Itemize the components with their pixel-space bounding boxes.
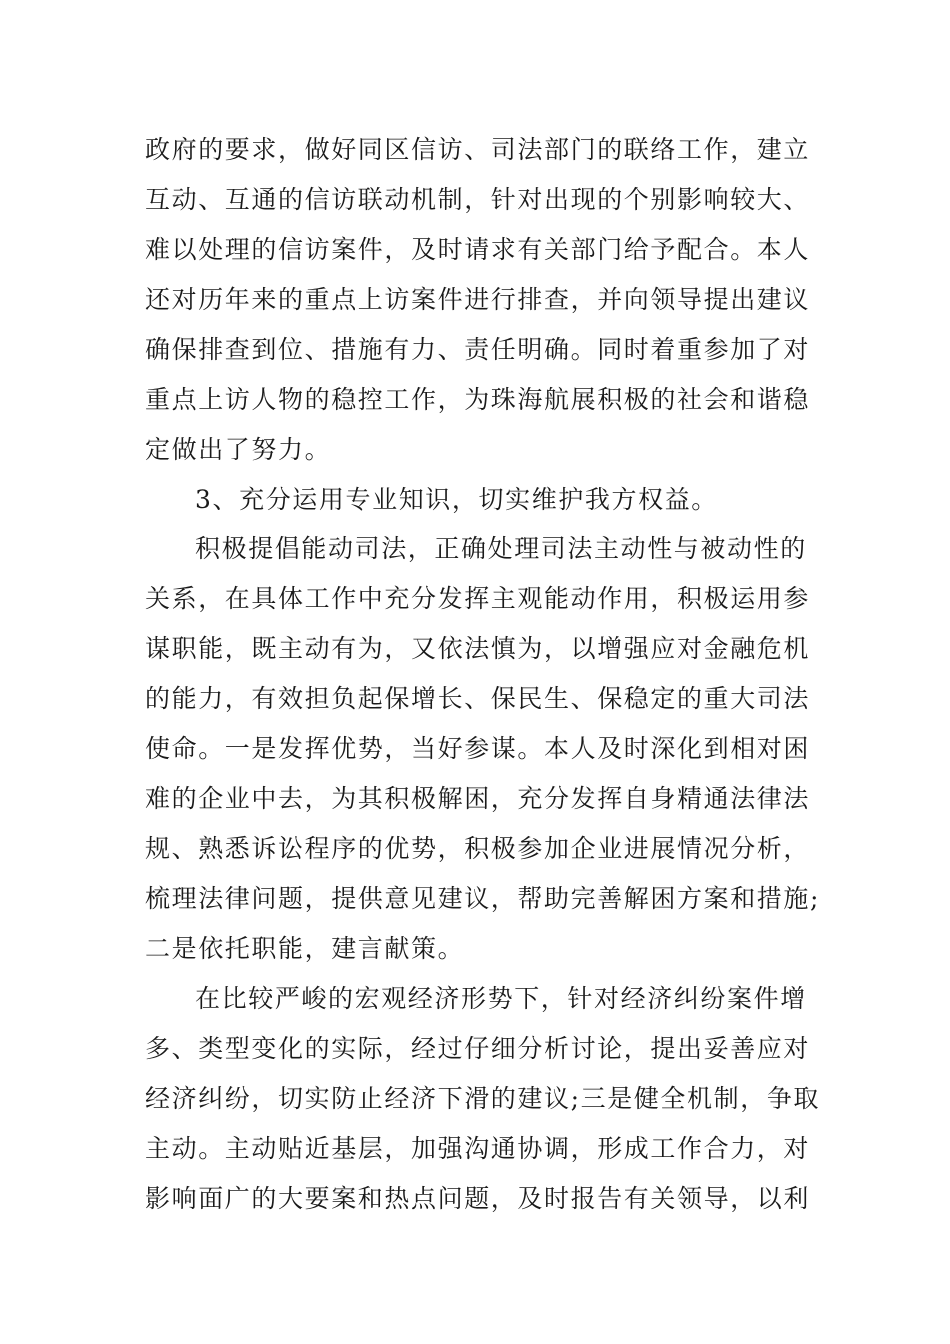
text-line: 难以处理的信访案件，及时请求有关部门给予配合。本人 — [145, 235, 811, 264]
text-line: 二是依托职能，建言献策。 — [145, 934, 465, 963]
text-line: 影响面广的大要案和热点问题，及时报告有关领导，以利 — [145, 1184, 811, 1213]
text-line: 梳理法律问题，提供意见建议，帮助完善解困方案和措施; — [145, 884, 821, 913]
text-line: 规、熟悉诉讼程序的优势，积极参加企业进展情况分析， — [145, 834, 811, 863]
text-line: 还对历年来的重点上访案件进行排查，并向领导提出建议 — [145, 285, 811, 314]
text-line: 经济纠纷，切实防止经济下滑的建议;三是健全机制，争取 — [145, 1084, 821, 1113]
text-line: 积极提倡能动司法，正确处理司法主动性与被动性的 — [195, 534, 807, 563]
text-line: 政府的要求，做好同区信访、司法部门的联络工作，建立 — [145, 135, 811, 164]
section-heading: 3、充分运用专业知识，切实维护我方权益。 — [195, 485, 718, 514]
text-line: 谋职能，既主动有为，又依法慎为，以增强应对金融危机 — [145, 634, 811, 663]
text-line: 使命。一是发挥优势，当好参谋。本人及时深化到相对困 — [145, 734, 811, 763]
text-line: 关系，在具体工作中充分发挥主观能动作用，积极运用参 — [145, 584, 811, 613]
text-line: 主动。主动贴近基层，加强沟通协调，形成工作合力，对 — [145, 1134, 811, 1163]
text-line: 确保排查到位、措施有力、责任明确。同时着重参加了对 — [145, 335, 811, 364]
text-line: 在比较严峻的宏观经济形势下，针对经济纠纷案件增 — [195, 984, 807, 1013]
text-line: 多、类型变化的实际，经过仔细分析讨论，提出妥善应对 — [145, 1034, 811, 1063]
text-line: 重点上访人物的稳控工作，为珠海航展积极的社会和谐稳 — [145, 385, 811, 414]
text-line: 互动、互通的信访联动机制，针对出现的个别影响较大、 — [145, 185, 811, 214]
text-line: 的能力，有效担负起保增长、保民生、保稳定的重大司法 — [145, 684, 811, 713]
text-line: 定做出了努力。 — [145, 435, 332, 464]
text-line: 难的企业中去，为其积极解困，充分发挥自身精通法律法 — [145, 784, 811, 813]
